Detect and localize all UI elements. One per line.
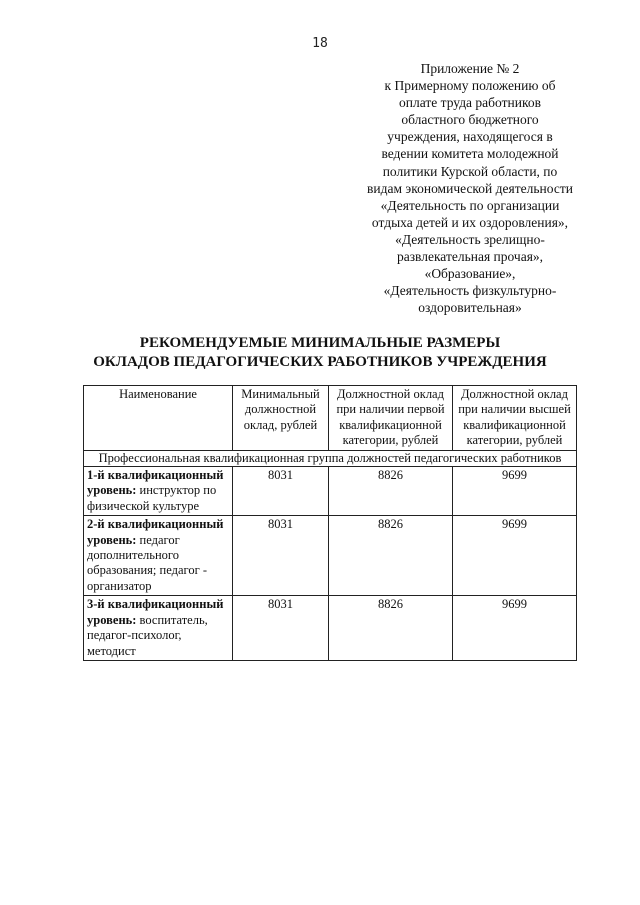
cell-first-category: 8826 [329, 516, 453, 596]
cell-first-category: 8826 [329, 596, 453, 661]
document-title [0, 334, 640, 372]
appendix-line: областного бюджетного [401, 112, 539, 128]
header-highest-category: Должностной оклад при наличии высшей квалификационной категории, рублей [453, 386, 577, 451]
appendix-line: ведении комитета молодежной [381, 146, 559, 162]
appendix-line: видам экономической деятельности [367, 180, 573, 196]
appendix-line: оздоровительная» [418, 300, 522, 316]
group-title: Профессиональная квалификационная группа должностей педагогических работников [84, 450, 577, 466]
level-label: 2-й квалификационный уровень: [87, 517, 224, 547]
table-group-row [84, 450, 577, 466]
level-label: 3-й квалификационный уровень: [87, 597, 224, 627]
table-header-row [84, 386, 577, 451]
cell-min-salary: 8031 [233, 596, 329, 661]
cell-min-salary: 8031 [233, 467, 329, 516]
cell-min-salary: 8031 [233, 516, 329, 596]
appendix-line: развлекательная прочая», [396, 249, 544, 265]
cell-highest-category: 9699 [453, 516, 577, 596]
level-label: 1-й квалификационный уровень: [87, 468, 224, 498]
positions-text: инструктор по физической культуре [87, 483, 217, 513]
table-row [84, 596, 577, 661]
row-name [84, 516, 233, 596]
appendix-line: «Деятельность зрелищно- [395, 231, 545, 247]
cell-first-category: 8826 [329, 467, 453, 516]
appendix-line: «Деятельность по организации [380, 197, 560, 213]
cell-highest-category: 9699 [453, 467, 577, 516]
header-min-salary: Минимальный должностной оклад, рублей [233, 386, 329, 451]
table-row [84, 516, 577, 596]
salary-table [83, 385, 577, 661]
cell-highest-category: 9699 [453, 596, 577, 661]
appendix-line: «Деятельность физкультурно- [383, 283, 557, 299]
appendix-line: политики Курской области, по [382, 163, 558, 179]
appendix-line: Приложение № 2 [420, 61, 520, 76]
appendix-line: к Примерному положению об [384, 78, 556, 94]
table-row [84, 467, 577, 516]
document-title-line: ОКЛАДОВ ПЕДАГОГИЧЕСКИХ РАБОТНИКОВ УЧРЕЖДЕНИЯ [93, 354, 547, 370]
positions-text: воспитатель, педагог-психолог, методист [87, 612, 208, 658]
appendix-line: отдыха детей и их оздоровления», [371, 214, 569, 230]
header-first-category: Должностной оклад при наличии первой квалификационной категории, рублей [329, 386, 453, 451]
row-name [84, 596, 233, 661]
page-number: 18 [312, 36, 328, 51]
positions-text: педагог дополнительного образования; педагог - организатор [87, 532, 207, 593]
header-name: Наименование [84, 386, 233, 451]
row-name [84, 467, 233, 516]
appendix-line: «Образование», [424, 266, 516, 282]
appendix-line: оплате труда работников [399, 95, 541, 111]
appendix-line: учреждения, находящегося в [387, 129, 553, 145]
document-title-line: РЕКОМЕНДУЕМЫЕ МИНИМАЛЬНЫЕ РАЗМЕРЫ [139, 335, 501, 351]
appendix-note [330, 60, 610, 316]
